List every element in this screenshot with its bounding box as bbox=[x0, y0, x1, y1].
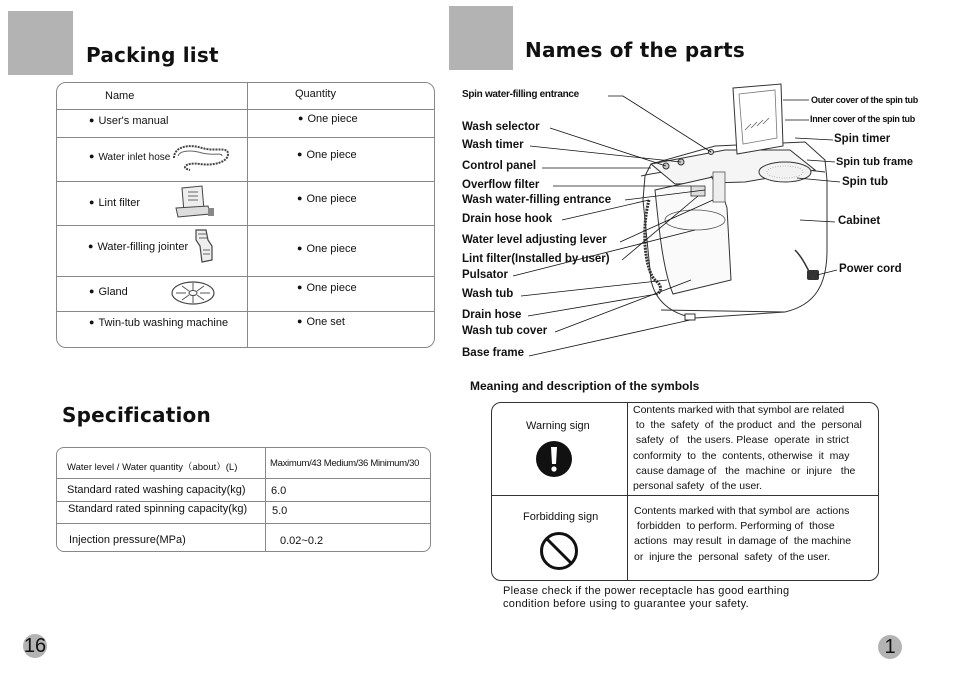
part-label: Spin tub frame bbox=[836, 156, 914, 168]
safety-note-line: condition before using to guarantee your safety. bbox=[503, 598, 749, 610]
description-line: to the safety of the product and the personal bbox=[633, 419, 862, 432]
part-label: Wash timer bbox=[462, 139, 524, 151]
part-label: Drain hose hook bbox=[462, 213, 553, 225]
symbol-description bbox=[634, 504, 851, 565]
part-label: Inner cover of the spin tub bbox=[810, 114, 915, 124]
spec-value: 5.0 bbox=[272, 505, 288, 517]
part-label: Base frame bbox=[462, 347, 525, 359]
part-label: Wash tub cover bbox=[462, 325, 548, 337]
part-label: Spin water-filling entrance bbox=[462, 89, 579, 100]
packing-item-quantity: ● One piece bbox=[297, 193, 357, 205]
packing-item-quantity: ● One piece bbox=[297, 149, 357, 161]
description-line: forbidden to perform. Performing of those bbox=[634, 520, 835, 533]
description-line: Contents marked with that symbol are actions bbox=[634, 505, 850, 517]
lint-filter-icon bbox=[172, 184, 220, 222]
description-line: cause damage of the machine or injure the bbox=[633, 464, 856, 477]
spec-label: Standard rated washing capacity(kg) bbox=[67, 484, 246, 496]
header-decoration-left bbox=[8, 11, 73, 75]
gland-icon bbox=[170, 280, 216, 306]
symbols-title: Meaning and description of the symbols bbox=[470, 379, 700, 393]
spec-value: 0.02~0.2 bbox=[280, 535, 324, 547]
hose-icon bbox=[170, 140, 234, 172]
page-number-right: 1 bbox=[878, 635, 902, 659]
packing-item-name: ● Water inlet hose bbox=[89, 152, 170, 163]
part-label: Overflow filter bbox=[462, 179, 540, 191]
part-label: Cabinet bbox=[838, 215, 881, 227]
prohibition-icon bbox=[539, 531, 579, 571]
jointer-icon bbox=[190, 226, 218, 266]
packing-item-quantity: ● One piece bbox=[298, 113, 358, 125]
safety-note-line: Please check if the power receptacle has good earthing bbox=[503, 585, 790, 597]
packing-item-name: ● Twin-tub washing machine bbox=[89, 317, 228, 329]
part-label: Lint filter(Installed by user) bbox=[462, 253, 610, 265]
spec-label: Injection pressure(MPa) bbox=[69, 534, 186, 546]
packing-item-label: Water-filling jointer bbox=[97, 241, 189, 253]
part-label: Spin timer bbox=[834, 133, 891, 145]
part-label: Control panel bbox=[462, 160, 537, 172]
packing-item-name bbox=[88, 241, 188, 253]
part-label: Pulsator bbox=[462, 269, 509, 281]
part-label: Wash tub bbox=[462, 288, 514, 300]
spec-value: 6.0 bbox=[271, 485, 287, 497]
packing-item-quantity: ● One set bbox=[297, 316, 345, 328]
packing-item-quantity: ● One piece bbox=[297, 243, 357, 255]
symbol-name: Warning sign bbox=[526, 420, 590, 432]
header-decoration-right bbox=[449, 6, 513, 70]
description-line: conformity to the contents, otherwise it may bbox=[633, 449, 850, 462]
part-label: Drain hose bbox=[462, 309, 522, 321]
packing-item-name: ● Lint filter bbox=[89, 197, 140, 209]
packing-item-name: ● User's manual bbox=[89, 115, 168, 127]
symbol-name: Forbidding sign bbox=[523, 511, 599, 523]
parts-title: Names of the parts bbox=[525, 38, 745, 62]
specification-title: Specification bbox=[62, 403, 211, 427]
description-line: personal safety of the user. bbox=[633, 480, 762, 493]
spec-label: Standard rated spinning capacity(kg) bbox=[68, 503, 248, 515]
packing-item-quantity: ● One piece bbox=[297, 282, 357, 294]
packing-list-title: Packing list bbox=[86, 43, 219, 67]
description-line: actions may result in damage of the machine bbox=[634, 535, 852, 548]
description-line: Contents marked with that symbol are related bbox=[633, 404, 845, 416]
part-label: Wash selector bbox=[462, 121, 540, 133]
part-label: Spin tub bbox=[842, 176, 888, 188]
part-label: Power cord bbox=[839, 263, 902, 275]
description-line: or injure the personal safety of the user. bbox=[634, 550, 831, 563]
spec-label: Water level / Water quantity（about）(L) bbox=[67, 462, 238, 473]
symbol-description bbox=[633, 403, 862, 494]
packing-item-name: ● Gland bbox=[89, 286, 128, 298]
part-label: Water level adjusting lever bbox=[462, 234, 607, 246]
spec-value: Maximum/43 Medium/36 Minimum/30 bbox=[270, 458, 420, 469]
packing-header-quantity: Quantity bbox=[295, 88, 336, 100]
part-label: Outer cover of the spin tub bbox=[811, 95, 918, 105]
exclamation-icon bbox=[535, 440, 573, 478]
part-label: Wash water-filling entrance bbox=[462, 194, 612, 206]
page-number-left: 16 bbox=[23, 635, 47, 657]
description-line: safety of the users. Please operate in strict bbox=[633, 434, 849, 447]
packing-header-name: Name bbox=[105, 90, 135, 102]
